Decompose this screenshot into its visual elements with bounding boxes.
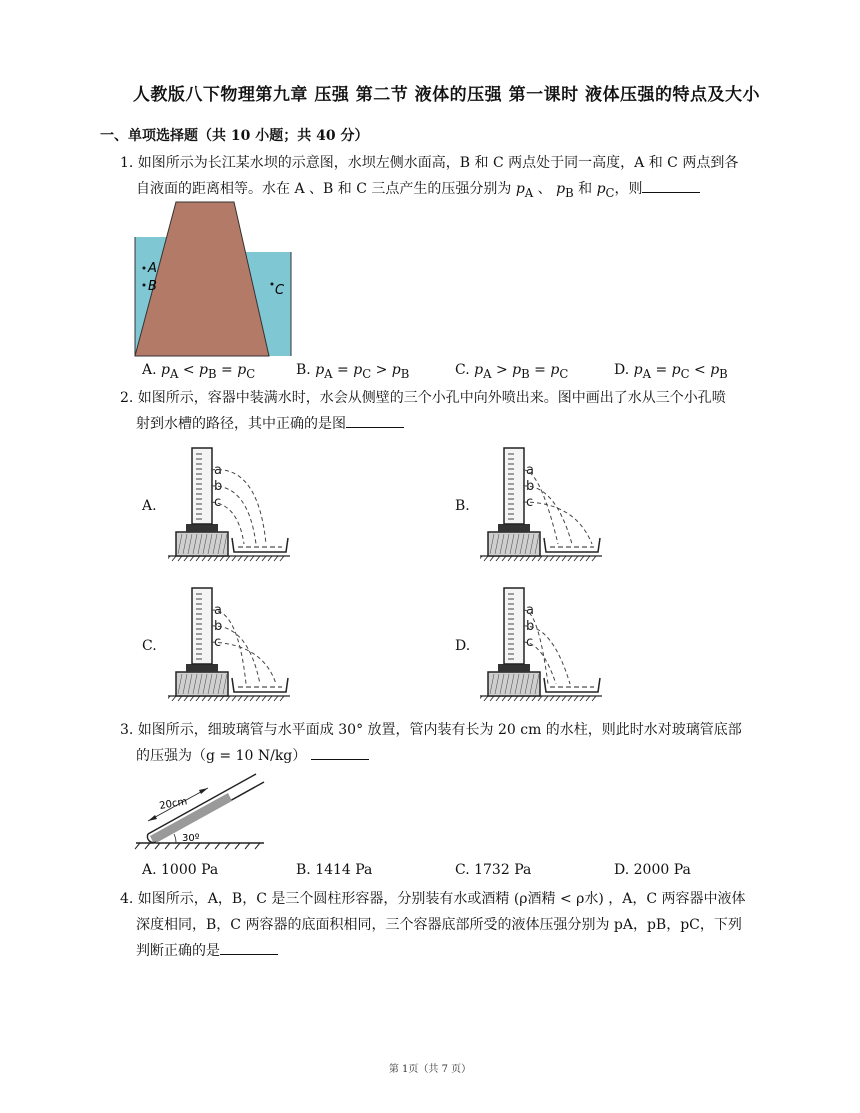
ground-hatch bbox=[274, 556, 278, 561]
point-a bbox=[143, 267, 146, 270]
q2-line2-text: 射到水槽的路径，其中正确的是图 bbox=[136, 416, 346, 432]
q2-option-b[interactable]: B. bbox=[455, 498, 470, 514]
ground-hatch bbox=[562, 556, 566, 561]
q3-option-c[interactable]: C. 1732 Pa bbox=[455, 862, 532, 878]
ground-hatch bbox=[556, 556, 560, 561]
fountain-figure-b bbox=[480, 444, 605, 564]
container-collar bbox=[186, 664, 218, 672]
fountain-figure-a bbox=[168, 444, 293, 564]
ground-hatch bbox=[480, 696, 482, 701]
hole-label-a: a bbox=[214, 463, 222, 478]
hole-label-c: c bbox=[526, 635, 534, 650]
q1-line1: 1. 如图所示为长江某水坝的示意图，水坝左侧水面高，B 和 C 两点处于同一高度，A 和 C 两点到各 bbox=[120, 155, 739, 171]
q1-option-a[interactable]: A. $p_A < p_B = p_C$ bbox=[142, 362, 256, 381]
ground-hatch bbox=[274, 696, 278, 701]
q4-line3-text: 判断正确的是 bbox=[136, 943, 220, 959]
ground-hatch bbox=[544, 556, 548, 561]
q2-option-d[interactable]: D. bbox=[455, 638, 471, 654]
ground-hatch bbox=[592, 556, 596, 561]
ground-hatch bbox=[250, 556, 254, 561]
q1-option-b[interactable]: B. $p_A = p_C > p_B$ bbox=[296, 362, 410, 381]
q1-line2-mid: ，则 bbox=[614, 181, 643, 197]
ground-hatch bbox=[244, 696, 248, 701]
q2-line2 bbox=[136, 411, 404, 437]
ground-hatch bbox=[280, 696, 284, 701]
label-b: B bbox=[148, 279, 157, 294]
ground-hatch bbox=[250, 696, 254, 701]
ground-hatch bbox=[262, 696, 266, 701]
hole-label-b: b bbox=[214, 479, 223, 494]
dam-figure bbox=[134, 200, 294, 360]
answer-blank bbox=[642, 178, 700, 193]
q1-option-c[interactable]: C. $p_A > p_B = p_C$ bbox=[455, 362, 569, 381]
q2-line1: 2. 如图所示，容器中装满水时，水会从侧壁的三个小孔中向外喷出来。图中画出了水从三个小孔喷 bbox=[120, 390, 726, 406]
ground-hatch bbox=[580, 696, 584, 701]
q3-line1: 3. 如图所示，细玻璃管与水平面成 30° 放置，管内装有长为 20 cm 的水柱，则此时水对玻璃管底部 bbox=[120, 722, 742, 738]
q3-option-a[interactable]: A. 1000 Pa bbox=[142, 862, 219, 878]
ground-hatch bbox=[592, 696, 596, 701]
ground-hatch bbox=[256, 556, 260, 561]
answer-blank bbox=[346, 413, 404, 428]
ground-hatch bbox=[586, 696, 590, 701]
ground-hatch bbox=[550, 556, 554, 561]
q4-line3 bbox=[136, 938, 278, 964]
ground-hatch bbox=[562, 696, 566, 701]
water-trough bbox=[232, 538, 288, 552]
container-collar bbox=[498, 524, 530, 532]
ground-hatch bbox=[280, 556, 284, 561]
ground-hatch bbox=[232, 696, 236, 701]
ground-hatch bbox=[244, 556, 248, 561]
length-label: 20cm bbox=[158, 796, 189, 812]
section-heading: 一、单项选择题（共 10 小题；共 40 分） bbox=[100, 128, 369, 144]
ground-hatch bbox=[268, 696, 272, 701]
ground-hatch bbox=[574, 556, 578, 561]
ground-hatch bbox=[232, 556, 236, 561]
tube-figure bbox=[134, 772, 269, 852]
hole-label-b: b bbox=[526, 619, 535, 634]
ground-hatch bbox=[238, 556, 242, 561]
ground-hatch bbox=[238, 696, 242, 701]
ground-hatch bbox=[574, 696, 578, 701]
q3-line2-text: 的压强为（g = 10 N/kg） bbox=[136, 748, 307, 764]
q2-option-a[interactable]: A. bbox=[142, 498, 157, 514]
hole-label-a: a bbox=[214, 603, 222, 618]
ground-hatch bbox=[268, 556, 272, 561]
angle-label: 30º bbox=[182, 833, 200, 844]
q2-option-c[interactable]: C. bbox=[142, 638, 157, 654]
water-trough bbox=[544, 538, 600, 552]
q4-line1: 4. 如图所示，A，B，C 是三个圆柱形容器，分别装有水或酒精 (ρ酒精 < ρ水) ，A，C 两容器中液体 bbox=[120, 891, 746, 907]
water-trough bbox=[232, 678, 288, 692]
water-trough bbox=[544, 678, 600, 692]
answer-blank bbox=[220, 940, 278, 955]
ground-hatch bbox=[256, 696, 260, 701]
q1-option-d[interactable]: D. $p_A = p_C < p_B$ bbox=[614, 362, 728, 381]
fountain-figure-d bbox=[480, 584, 605, 704]
hole-label-b: b bbox=[214, 619, 223, 634]
container-collar bbox=[186, 524, 218, 532]
point-b bbox=[143, 284, 146, 287]
ground-hatch bbox=[586, 556, 590, 561]
ground-hatch bbox=[544, 696, 548, 701]
container-collar bbox=[498, 664, 530, 672]
q1-line2: 自液面的距离相等。水在 A 、B 和 C 三点产生的压强分别为 $p_A$ 、 $p_B$ 和 $p_C$，则 bbox=[136, 176, 700, 206]
ground-hatch bbox=[262, 556, 266, 561]
q4-line2: 深度相同，B，C 两容器的底面积相同，三个容器底部所受的液体压强分别为 pA，pB，pC，下列 bbox=[136, 917, 742, 933]
page-title: 人教版八下物理第九章 压强 第二节 液体的压强 第一课时 液体压强的特点及大小 bbox=[132, 85, 760, 105]
hole-label-c: c bbox=[526, 495, 534, 510]
ground-hatch bbox=[168, 696, 170, 701]
page-footer: 第 1页（共 7 页） bbox=[388, 1064, 472, 1075]
q3-option-d[interactable]: D. 2000 Pa bbox=[614, 862, 691, 878]
hole-label-c: c bbox=[214, 495, 222, 510]
ground-hatch bbox=[580, 556, 584, 561]
ground-hatch bbox=[168, 556, 170, 561]
q3-line2 bbox=[136, 743, 369, 769]
hole-label-b: b bbox=[526, 479, 535, 494]
point-c bbox=[271, 283, 274, 286]
label-a: A bbox=[148, 261, 157, 276]
ground-hatch bbox=[556, 696, 560, 701]
label-c: C bbox=[275, 283, 285, 298]
q1-line2-text: 自液面的距离相等。水在 A 、B 和 C 三点产生的压强分别为 bbox=[136, 181, 516, 197]
ground-hatch bbox=[568, 556, 572, 561]
hole-label-a: a bbox=[526, 603, 534, 618]
ground-hatch bbox=[568, 696, 572, 701]
ground-hatch bbox=[550, 696, 554, 701]
hole-label-a: a bbox=[526, 463, 534, 478]
hole-label-c: c bbox=[214, 635, 222, 650]
answer-blank bbox=[311, 745, 369, 760]
fountain-figure-c bbox=[168, 584, 293, 704]
q3-option-b[interactable]: B. 1414 Pa bbox=[296, 862, 373, 878]
ground-hatch bbox=[480, 556, 482, 561]
